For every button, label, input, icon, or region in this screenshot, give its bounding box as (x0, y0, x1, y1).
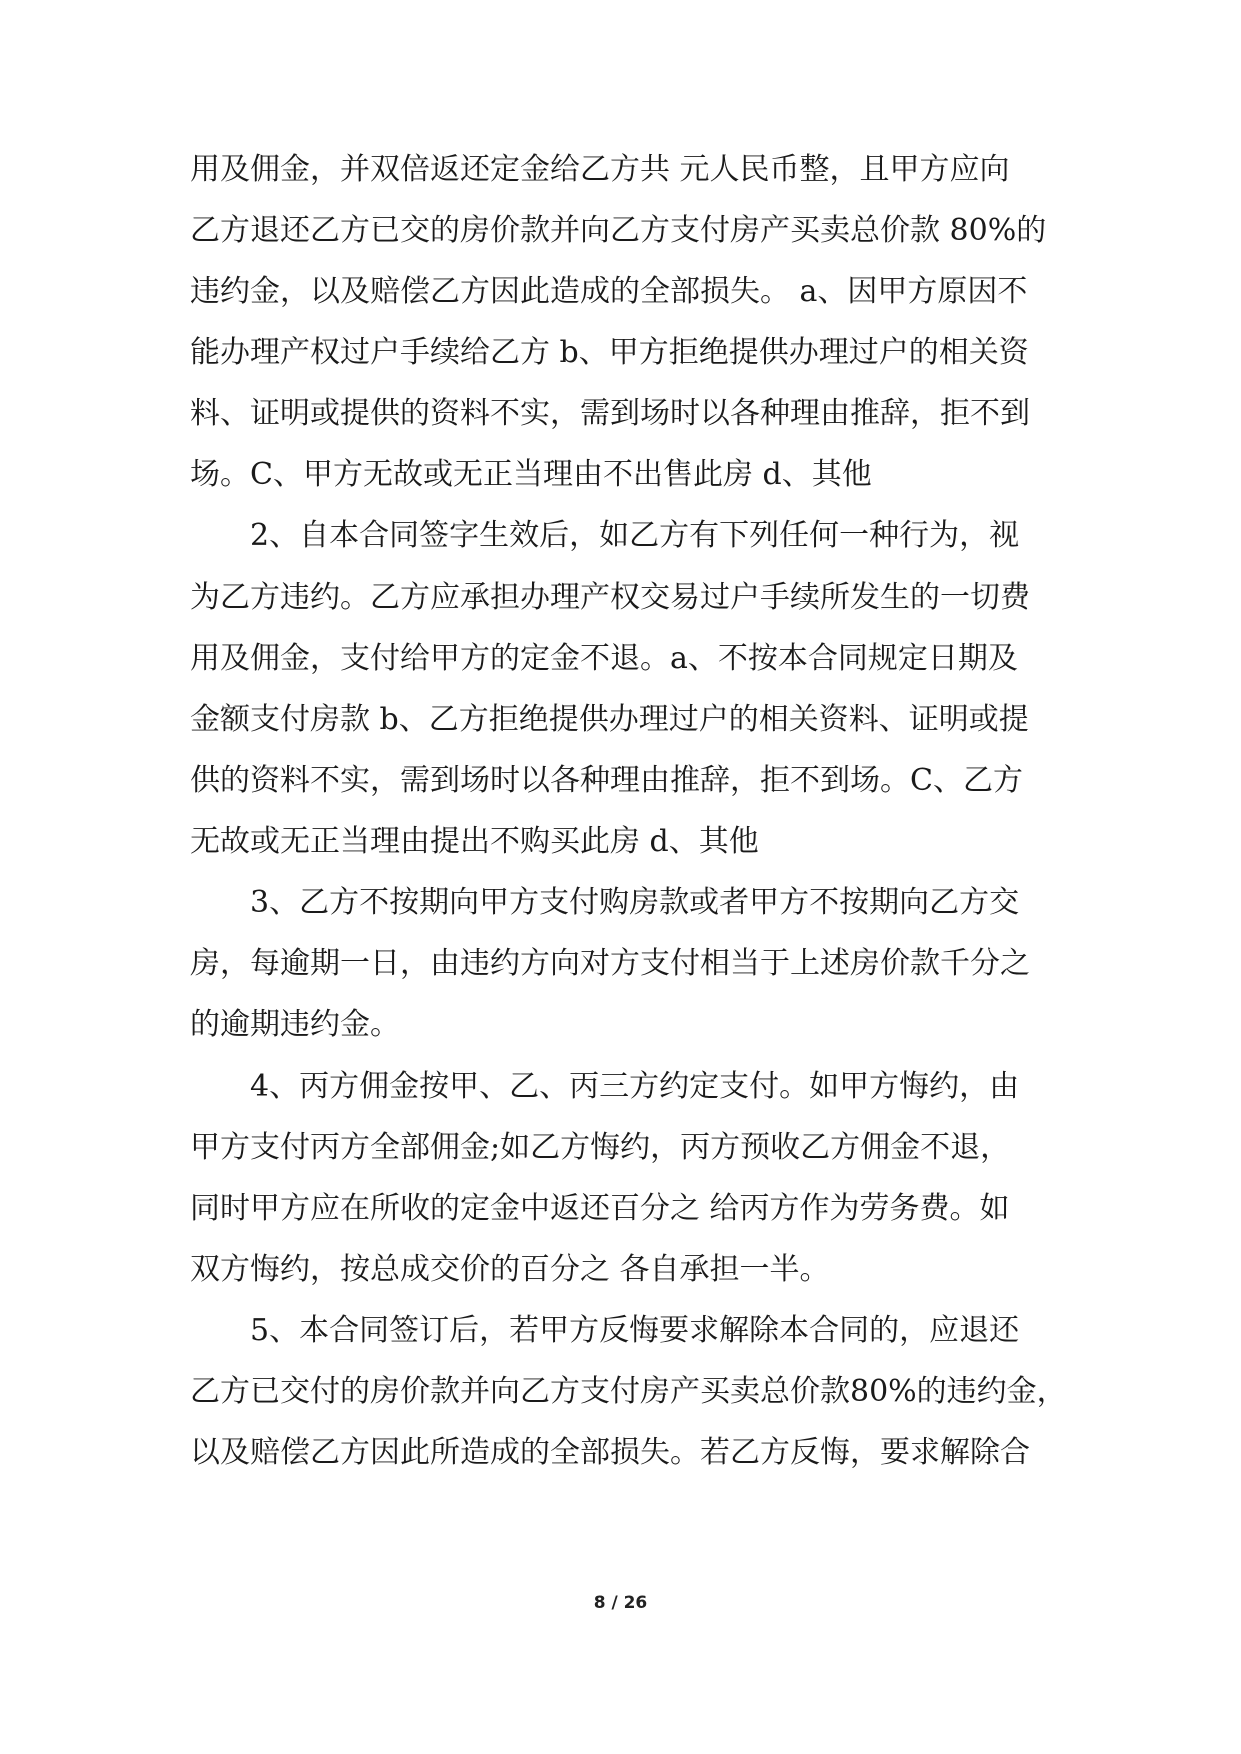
text-line: 乙方已交付的房价款并向乙方支付房产买卖总价款80%的违约金， (190, 1374, 1067, 1409)
text-line: 供的资料不实，需到场时以各种理由推辞，拒不到场。C、乙方 (190, 763, 1023, 798)
text-line: 2、自本合同签字生效后，如乙方有下列任何一种行为，视 (190, 518, 1020, 553)
text-line: 料、证明或提供的资料不实，需到场时以各种理由推辞，拒不到 (190, 396, 1030, 431)
text-line: 违约金，以及赔偿乙方因此造成的全部损失。 a、因甲方原因不 (190, 274, 1028, 309)
text-line: 用及佣金，支付给甲方的定金不退。a、不按本合同规定日期及 (190, 641, 1018, 676)
text-line: 为乙方违约。乙方应承担办理产权交易过户手续所发生的一切费 (190, 580, 1030, 615)
page-number: 8 / 26 (593, 1593, 648, 1613)
text-line: 以及赔偿乙方因此所造成的全部损失。若乙方反悔，要求解除合 (190, 1435, 1030, 1470)
text-line: 4、丙方佣金按甲、乙、丙三方约定支付。如甲方悔约，由 (190, 1069, 1020, 1104)
text-line: 能办理产权过户手续给乙方 b、甲方拒绝提供办理过户的相关资 (190, 335, 1029, 370)
text-line: 房，每逾期一日，由违约方向对方支付相当于上述房价款千分之 (190, 946, 1030, 981)
text-line: 乙方退还乙方已交的房价款并向乙方支付房产买卖总价款 80%的 (190, 213, 1047, 248)
text-line: 5、本合同签订后，若甲方反悔要求解除本合同的，应退还 (190, 1313, 1020, 1348)
text-line: 金额支付房款 b、乙方拒绝提供办理过户的相关资料、证明或提 (190, 702, 1029, 737)
text-line: 无故或无正当理由提出不购买此房 d、其他 (190, 824, 759, 859)
text-line: 同时甲方应在所收的定金中返还百分之 给丙方作为劳务费。如 (190, 1191, 1010, 1226)
text-line: 用及佣金，并双倍返还定金给乙方共 元人民币整，且甲方应向 (190, 152, 1010, 187)
text-line: 3、乙方不按期向甲方支付购房款或者甲方不按期向乙方交 (190, 885, 1020, 920)
text-line: 场。C、甲方无故或无正当理由不出售此房 d、其他 (190, 457, 872, 492)
text-line: 甲方支付丙方全部佣金;如乙方悔约，丙方预收乙方佣金不退， (190, 1130, 1011, 1165)
text-line: 双方悔约，按总成交价的百分之 各自承担一半。 (190, 1252, 830, 1287)
text-line: 的逾期违约金。 (190, 1007, 400, 1042)
